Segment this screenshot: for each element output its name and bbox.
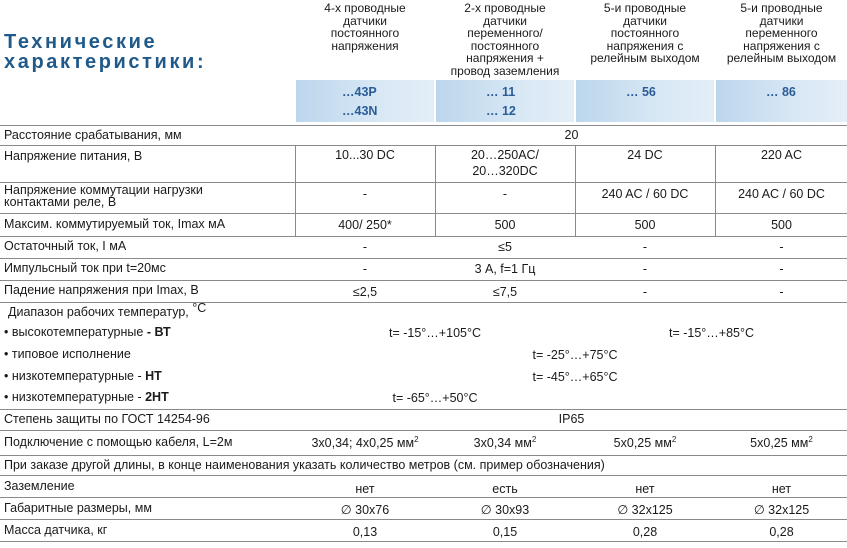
cell-value: есть xyxy=(492,482,518,496)
row-label: Падение напряжения при Imax, В xyxy=(4,283,199,297)
column-header-4: 5-и проводные датчики переменного напряжения с релейным выходом xyxy=(726,1,837,66)
cell-value: - xyxy=(779,285,784,299)
cell-value: 0,28 xyxy=(769,525,794,539)
table-rule xyxy=(0,455,847,456)
cell-value: t= -65°…+50°C xyxy=(392,391,478,405)
model-code: … 86 xyxy=(766,85,796,99)
cell-value: 20…250AC/ xyxy=(470,148,540,162)
cell-value: - xyxy=(779,262,784,276)
cell-value: IP65 xyxy=(558,412,585,426)
row-label: Диапазон рабочих температур, °С xyxy=(8,301,207,319)
cell-value: t= -45°…+65°C xyxy=(532,370,618,384)
cell-value: - xyxy=(502,187,508,201)
cell-value: нет xyxy=(355,482,375,496)
model-code: …43P xyxy=(342,85,377,99)
cell-value: ≤7,5 xyxy=(492,285,518,299)
row-label: Остаточный ток, I мА xyxy=(4,239,127,253)
row-label: • высокотемпературные - ВТ xyxy=(4,325,171,339)
cell-value: 500 xyxy=(634,218,656,232)
row-label: • типовое исполнение xyxy=(4,347,131,361)
row-label: • низкотемпературные - НТ xyxy=(4,369,162,383)
cell-value: - xyxy=(642,262,648,276)
cell-value: - xyxy=(362,240,368,254)
cell-value: 0,28 xyxy=(632,525,658,539)
table-rule xyxy=(0,236,847,237)
cell-value: нет xyxy=(771,482,792,496)
table-rule xyxy=(0,475,847,476)
cell-value: 20…320DC xyxy=(472,164,538,178)
cell-value: 24 DC xyxy=(627,148,663,162)
column-header-2: 2-х проводные датчики переменного/ постоянного напряжения + провод заземления xyxy=(450,1,560,78)
row-label: Расстояние срабатывания, мм xyxy=(4,128,182,142)
cell-value: ≤2,5 xyxy=(352,285,378,299)
table-rule xyxy=(0,497,847,498)
cell-value: t= -15°…+85°C xyxy=(668,326,755,340)
table-rule xyxy=(0,213,847,214)
cell-value: 220 AC xyxy=(760,148,802,162)
row-label: Заземление xyxy=(4,479,75,493)
cell-value: t= -15°…+105°C xyxy=(389,326,481,340)
table-rule xyxy=(0,430,847,431)
cell-value: - xyxy=(779,240,784,254)
model-code-band-1 xyxy=(296,80,434,122)
cell-value: ∅ 30x76 xyxy=(340,503,390,517)
section-title xyxy=(4,32,206,72)
table-rule xyxy=(0,280,847,281)
cell-value: - xyxy=(642,240,648,254)
cell-value: 400/ 250* xyxy=(338,218,392,232)
cell-value: ∅ 32x125 xyxy=(753,503,810,517)
model-code: … 11 xyxy=(486,85,516,99)
table-rule xyxy=(0,125,847,126)
column-header-1: 4-х проводные датчики постоянного напряжения xyxy=(324,1,406,53)
table-rule xyxy=(0,302,847,303)
model-code: …43N xyxy=(342,104,378,118)
table-rule xyxy=(0,409,847,410)
table-rule xyxy=(0,258,847,259)
cell-value: 20 xyxy=(564,128,579,142)
cell-value: t= -25°…+75°C xyxy=(532,348,618,362)
row-label: • низкотемпературные - 2НТ xyxy=(4,390,169,404)
cell-value: - xyxy=(362,187,368,201)
row-label: Габаритные размеры, мм xyxy=(4,501,152,515)
model-code-band-2 xyxy=(436,80,574,122)
cell-value: 10...30 DC xyxy=(335,148,395,162)
model-code-band-4 xyxy=(716,80,847,122)
row-label: Импульсный ток при t=20мс xyxy=(4,261,166,275)
cell-value: 3 А, f=1 Гц xyxy=(474,262,536,276)
row-label: Напряжение питания, В xyxy=(4,149,143,163)
table-rule xyxy=(0,541,847,542)
model-code-band-3 xyxy=(576,80,714,122)
row-label: Напряжение коммутации нагрузки xyxy=(4,183,203,197)
cell-value: нет xyxy=(635,482,655,496)
cell-value: ∅ 32x125 xyxy=(617,503,673,517)
row-label: Степень защиты по ГОСТ 14254-96 xyxy=(4,412,210,426)
cell-value: ∅ 30x93 xyxy=(480,503,530,517)
row-label: контактами реле, В xyxy=(4,195,117,209)
title-line-2: характеристики: xyxy=(4,51,207,73)
cell-value: 0,15 xyxy=(492,525,518,539)
cell-value: 0,13 xyxy=(352,525,378,539)
model-code: … 12 xyxy=(486,104,516,118)
table-rule xyxy=(0,145,847,146)
cell-value: 240 AC / 60 DC xyxy=(738,187,825,201)
cell-value: 5x0,25 $мм^2$ xyxy=(613,435,677,450)
cell-value: 500 xyxy=(771,218,792,232)
row-label: Подключение с помощью кабеля, L=2м xyxy=(4,435,233,449)
model-code: … 56 xyxy=(626,85,656,99)
cell-value: ≤5 xyxy=(498,240,512,254)
title-line-1: Технические xyxy=(4,31,158,53)
cell-value: 500 xyxy=(494,218,516,232)
row-label: Масса датчика, кг xyxy=(4,523,108,537)
cell-value: 3x0,34 $мм^2$ xyxy=(473,435,537,450)
cell-value: - xyxy=(362,262,368,276)
cell-value: 240 AC / 60 DC xyxy=(601,187,689,201)
table-rule xyxy=(0,519,847,520)
column-header-3: 5-и проводные датчики постоянного напряжения с релейным выходом xyxy=(590,1,700,66)
row-label: Максим. коммутируемый ток, Imax мА xyxy=(4,217,226,231)
cell-value: 3x0,34; 4x0,25 $мм^2$ xyxy=(311,435,419,450)
cell-value: - xyxy=(642,285,648,299)
order-note: При заказе другой длины, в конце наименования указать количество метров (см. пример обозначения) xyxy=(4,458,605,472)
cell-value: 5x0,25 $мм^2$ xyxy=(750,435,813,450)
